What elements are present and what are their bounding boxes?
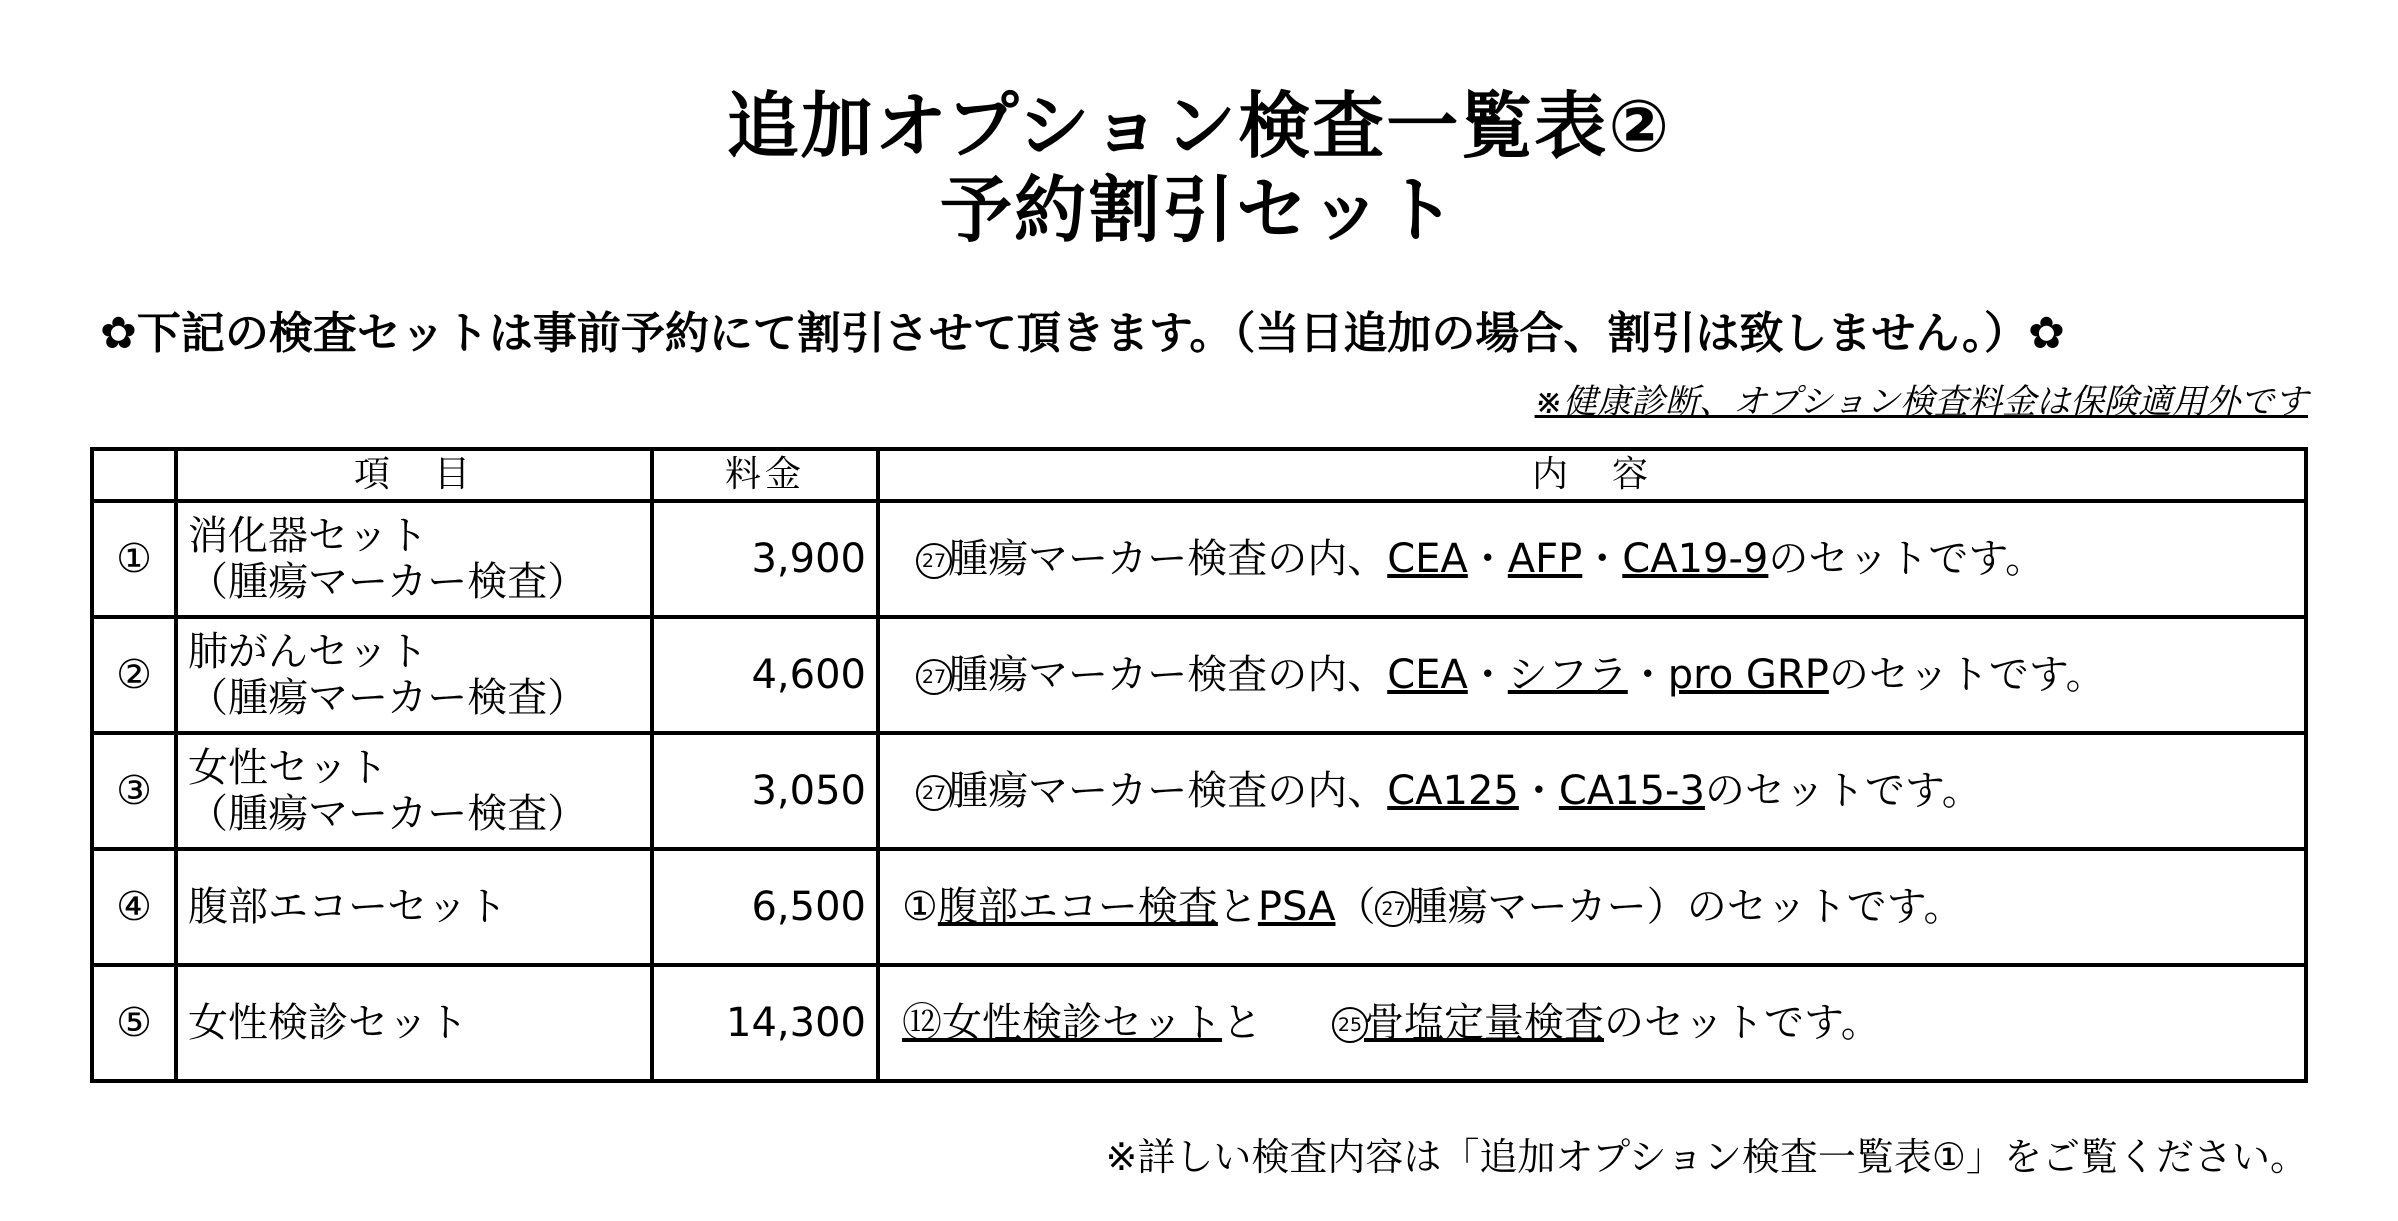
- row-content: [878, 501, 2306, 617]
- header-item: 項 目: [176, 449, 652, 501]
- header-content: 内 容: [878, 449, 2306, 501]
- page-subtitle: 予約割引セット: [939, 168, 1458, 252]
- row-item: [176, 617, 652, 733]
- content-text: 腫瘍マーカー）: [1407, 884, 1687, 930]
- test-name: AFP: [1507, 536, 1583, 582]
- page-title: 追加オプション検査一覧表②: [726, 84, 1672, 168]
- table-row: [92, 965, 2306, 1081]
- row-item: [176, 501, 652, 617]
- circled-number-badge: 27: [916, 659, 952, 695]
- row-number: ③: [92, 733, 176, 849]
- row-number: ④: [92, 849, 176, 965]
- test-name: CEA: [1387, 652, 1468, 698]
- row-number: ②: [92, 617, 176, 733]
- row-item: [176, 849, 652, 965]
- content-text: 腫瘍マーカー検査の内、: [948, 768, 1388, 814]
- circled-mark: ①: [902, 884, 938, 930]
- row-price: 6,500: [652, 849, 878, 965]
- test-name: CA15-3: [1558, 768, 1705, 814]
- table-row: [92, 849, 2306, 965]
- test-name: 骨塩定量検査: [1364, 1000, 1604, 1046]
- circled-number-badge: 25: [1332, 1007, 1368, 1043]
- footer-note: ※詳しい検査内容は「追加オプション検査一覧表①」をご覧ください。: [1105, 1135, 2308, 1179]
- test-name: CEA: [1387, 536, 1468, 582]
- separator: ・: [1627, 652, 1668, 698]
- test-name: ⑫女性検診セット: [902, 1000, 1222, 1046]
- table-header-row: [92, 449, 2306, 501]
- content-text: 腫瘍マーカー検査の内、: [948, 536, 1388, 582]
- item-subtitle: （腫瘍マーカー検査）: [188, 791, 588, 837]
- row-content: [878, 849, 2306, 965]
- row-item: [176, 965, 652, 1081]
- row-content: [878, 733, 2306, 849]
- test-name: シフラ: [1507, 652, 1628, 698]
- circled-number-badge: 27: [916, 775, 952, 811]
- test-name: 腹部エコー検査: [937, 884, 1218, 930]
- item-subtitle: （腫瘍マーカー検査）: [188, 559, 588, 605]
- table-row: [92, 617, 2306, 733]
- item-name: 腹部エコーセット: [188, 884, 508, 930]
- test-name: CA125: [1387, 768, 1519, 814]
- circled-number-badge: 27: [916, 543, 952, 579]
- content-text: （: [1335, 884, 1376, 930]
- test-name: CA19-9: [1622, 536, 1769, 582]
- item-name: 女性検診セット: [188, 1000, 468, 1046]
- item-subtitle: （腫瘍マーカー検査）: [188, 675, 588, 721]
- item-name: 消化器セット: [188, 513, 428, 559]
- discount-notice: ✿下記の検査セットは事前予約にて割引させて頂きます。（当日追加の場合、割引は致しません。）✿: [100, 308, 2065, 359]
- content-text: のセットです。: [1604, 1000, 1881, 1046]
- content-text: 腫瘍マーカー検査の内、: [948, 652, 1388, 698]
- option-set-table: [90, 447, 2308, 1083]
- header-number: [92, 449, 176, 501]
- content-text: と: [1217, 884, 1258, 930]
- row-number: ①: [92, 501, 176, 617]
- content-text: のセットです。: [1828, 652, 2106, 698]
- insurance-note: ※健康診断、オプション検査料金は保険適用外です: [1534, 382, 2308, 422]
- item-name: 肺がんセット: [188, 629, 428, 675]
- separator: ・: [1467, 652, 1508, 698]
- row-price: 14,300: [652, 965, 878, 1081]
- test-name: PSA: [1257, 884, 1336, 930]
- table-row: [92, 501, 2306, 617]
- table-row: [92, 733, 2306, 849]
- row-number: ⑤: [92, 965, 176, 1081]
- row-content: [878, 965, 2306, 1081]
- row-price: 4,600: [652, 617, 878, 733]
- separator: ・: [1582, 536, 1623, 582]
- content-text: のセットです。: [1686, 884, 1964, 930]
- header-price: 料金: [652, 449, 878, 501]
- content-text: のセットです。: [1768, 536, 2046, 582]
- separator: ・: [1467, 536, 1508, 582]
- row-price: 3,050: [652, 733, 878, 849]
- separator: ・: [1518, 768, 1559, 814]
- row-item: [176, 733, 652, 849]
- test-name: pro GRP: [1667, 652, 1829, 698]
- circled-number-badge: 27: [1375, 891, 1411, 927]
- row-content: [878, 617, 2306, 733]
- content-text: のセットです。: [1704, 768, 1982, 814]
- content-text: と: [1222, 1000, 1262, 1046]
- item-name: 女性セット: [188, 745, 388, 791]
- row-price: 3,900: [652, 501, 878, 617]
